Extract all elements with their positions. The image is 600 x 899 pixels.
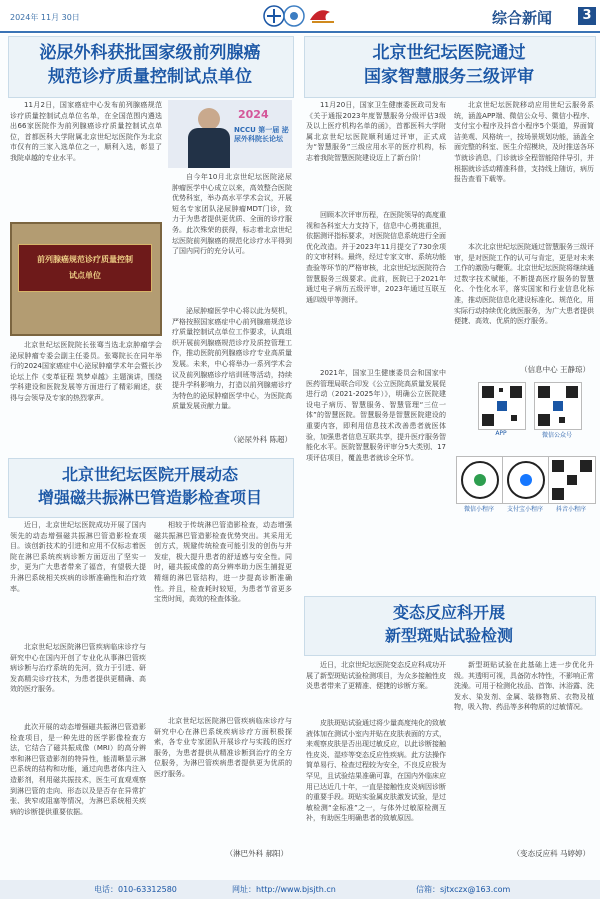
article4-author: （变态反应科 马婷婷） xyxy=(512,849,590,858)
hospital-logos xyxy=(262,4,338,28)
forum-photo xyxy=(168,100,292,168)
article4-paragraph3: 新型斑贴试验在此基础上进一步优化升级。其透明可视，具备防水特性，不影响正常洗澡。可用于检测化妆品、首饰、沐浴露、洗发水、染发剂、金属、装修物质、衣物及植物，吸入物、药品等多种物质的过敏情况。 xyxy=(454,661,594,712)
douyin-icon xyxy=(549,457,595,503)
mini-program-icon xyxy=(457,457,503,503)
article1-author: （泌尿外科 陈超） xyxy=(229,435,292,444)
article3-author: （淋巴外科 郝阳） xyxy=(225,849,288,858)
footer-phone: 电话：010-63312580 xyxy=(94,885,177,894)
article1-title-line2: 规范诊疗质量控制试点单位 xyxy=(48,67,252,87)
article3-paragraph4: 相较于传统淋巴管造影检查，动态增强磁共振淋巴管造影检查优势突出。其采用无创方式，规避传统检查可能引发的创伤与并发症，极大提升患者的舒适感与安全性。同时，磁共振成像的高分辨率助力医生捕捉更精细的淋巴管结构，进一步提高诊断准确性。并且，检查耗时较短，为患者节省更多宝贵时间，高效的检查体验。 xyxy=(154,521,292,604)
section-title: 综合新闻 xyxy=(492,9,553,27)
article1-paragraph2: 自今年10月北京世纪坛医院泌尿肿瘤医学中心成立以来，高效整合医院优势科室，举办高水平学术会议，开展短名专家团队泌尿肿瘤MDT门诊，致力于为患者提供更优质、全面的诊疗服务。此次殊荣的获得，标志着北京世纪坛医院前列腺癌的规范化诊疗水平得到了国内同行的充分认可。 xyxy=(172,173,292,256)
article2-paragraph3: 2021年，国家卫生健康委员会和国家中医药管理局联合印发《公立医院高质量发展促进行动（2021-2025年）》，明确公立医院建设电子病历、智慧服务、智慧管理“三位一体”的智慧医院。智慧服务是智慧医院建设的重要内容，即利用信息技术改善患者就医体验，加强患者信息互联共享，提升医疗服务智能化水平。医院智慧服务评审分5大类别、17项评估项目，覆盖患者就诊全环节。 xyxy=(306,369,446,462)
footer-email[interactable]: 信箱：sjtxczx@163.com xyxy=(416,885,511,894)
header-rule xyxy=(0,31,600,33)
article2-title-line2: 国家智慧服务三级评审 xyxy=(364,67,534,87)
qr-code-wechat[interactable] xyxy=(534,382,582,430)
speaker-head xyxy=(198,108,220,130)
qr-label-mini-program: 微信小程序 xyxy=(463,506,494,513)
footer-website[interactable]: 网址：http://www.bjsjth.cn xyxy=(232,885,336,894)
article2-paragraph4: 北京世纪坛医院移动应用世纪云服务系统，涵盖APP端、微信公众号、微信小程序、支付宝小程序及抖音小程序5个渠道，界面简洁美观、风格统一，按场景规划功能，涵盖全面完整的科室、医生介绍模块，及时推送各环节就诊消息，门诊就诊全程智能陪伴导引，并根据就诊活动精准科普，支持线上随访，病历报告查看下载等。 xyxy=(454,101,594,184)
speaker-body xyxy=(188,128,230,168)
article2-paragraph5: 本次北京世纪坛医院通过智慧服务三级评审，是对医院工作的认可与肯定，更是对未来工作的激励与鞭策。北京世纪坛医院将继续通过数字技术赋能，不断提高医疗服务的智慧化、个性化水平，落实国家和行业信息化标准，推动医院信息化建设标准化、规范化，用实际行动持续优化就医服务，为广大患者提供便捷、高效、优质的医疗服务。 xyxy=(454,243,594,326)
plaque-subtext: 试点单位 xyxy=(69,271,101,280)
article2-title-line1: 北京世纪坛医院通过 xyxy=(372,43,526,63)
qr-label-douyin: 抖音小程序 xyxy=(555,506,586,513)
article1-paragraph4: 泌尿肿瘤医学中心将以此为契机，严格按照国家癌症中心前列腺癌规范诊疗质量控制试点单位工作要求，认真组织开展前列腺癌规范诊疗及质控管理工作，推动医院前列腺癌诊疗专业高质量发展。未来，中心将举办一系列学术会议及前列腺癌诊疗培训班等活动，持续提升学科影响力，打造以前列腺癌诊疗为特色的泌尿肿瘤医学中心，为医院高质量发展贡献力量。 xyxy=(172,307,292,411)
issue-date: 2024年 11月 30日 xyxy=(10,13,80,22)
forum-year: 2024 xyxy=(238,108,269,121)
qr-code-app[interactable] xyxy=(478,382,526,430)
article1-paragraph1: 11月2日，国家癌症中心发布前列腺癌规范诊疗质量控制试点单位名单，在全国范围内遴选出66家医院作为前列腺癌诊疗质量控制试点单位，首都医科大学附属北京世纪坛医院作为北京市仅有的三家入选单位之一，顺利入选，彰显了我院卓越的专业水平。 xyxy=(10,101,162,162)
article3-title-line1: 北京世纪坛医院开展动态 xyxy=(61,465,238,484)
qr-pattern-icon xyxy=(535,383,581,429)
article3-title-line2: 增强磁共振淋巴管造影检查项目 xyxy=(37,488,262,507)
article4-paragraph1: 近日，北京世纪坛医院变态反应科成功开展了新型斑贴试验检测项目，为众多接触性皮炎患者带来了更精准、便捷的诊断方案。 xyxy=(306,661,446,691)
qr-code-mini-program[interactable] xyxy=(456,456,504,504)
article4-title-line1: 变态反应科开展 xyxy=(392,603,505,622)
plaque-inner xyxy=(18,244,152,292)
article4-paragraph2: 皮肤斑贴试验通过将少量高度纯化的致敏液体加在测试小室内并贴在皮肤表面的方式，来观察皮肤是否出现过敏反应，以此诊断接触性皮炎、湿疹等变态反应性疾病。此方法操作简单易行、检查过程较为安全，不良反应极为罕见，且试验结果准确可靠，在国内外临床应用已达近几十年，一直是接触性皮炎病因诊断的重要手段。斑贴实验属皮肤激发试验，是过敏检测“金标准”之一，与体外过敏原检测互补，有助医生明确患者的致敏原因。 xyxy=(306,719,446,823)
qr-code-group xyxy=(454,378,594,550)
qr-code-douyin[interactable] xyxy=(548,456,596,504)
article1-paragraph3: 北京世纪坛医院院长张骞当选北京肿瘤学会泌尿肿瘤专委会副主任委员。张骞院长在同年举行的2024国家癌症中心泌尿肿瘤学术年会暨长沙论坛上作《变革征程 筑梦卓越》主题演讲，围绕学科建设和医院发展等方面进行了精彩阐述，获得与会领导及专家的热烈掌声。 xyxy=(10,341,162,402)
qr-label-app: APP xyxy=(495,430,507,437)
article4-title-line2: 新型斑贴试验检测 xyxy=(384,626,513,645)
qr-pattern-icon xyxy=(479,383,525,429)
alipay-icon xyxy=(503,457,549,503)
article3-paragraph5: 北京世纪坛医院淋巴管疾病临床诊疗与研究中心在淋巴系统疾病诊疗方面积极探索，各专业专家团队开展诊疗与实践的医疗服务，为患者提供从精准诊断到治疗的全方位服务，为淋巴管疾病患者提供更为优质的医疗服务。 xyxy=(154,717,292,778)
qr-code-alipay[interactable] xyxy=(502,456,550,504)
article2-paragraph2: 回顾本次评审历程，在医院领导的高度重视和各科室大力支持下，信息中心勇挑重担，依据测评指标要求，对医院信息系统进行全面优化改造。并于2023年11月提交了730余项的文审材料。最终，经过专家文审、系统功能查验等环节的严格审核，北京世纪坛医院符合智慧服务三级要求。此前，医院已于2021年通过电子病历五级评审，2023年通过互联互通四级甲等测评。 xyxy=(306,211,446,304)
certificate-plaque xyxy=(10,222,162,336)
article3-paragraph1: 近日，北京世纪坛医院成功开展了国内领先的动态增强磁共振淋巴管造影检查项目。该创新技术的引进和应用不仅标志着医院在淋巴系统疾病诊断方面迈出了坚实一步，更为广大患者带来了福音，有望极大提升淋巴系统相关疾病的诊断准确性和治疗效率。 xyxy=(10,521,146,593)
article3-paragraph2: 北京世纪坛医院淋巴管疾病临床诊疗与研究中心在国内开创了专业化从事淋巴管疾病诊断与治疗系统的先河，致力于引进、研发高精尖诊疗技术，为患者提供更精确、高效的医疗服务。 xyxy=(10,643,146,694)
article2-author: （信息中心 王静琼） xyxy=(520,365,590,374)
page-number: 3 xyxy=(578,7,596,25)
plaque-text: 前列腺癌规范诊疗质量控制 xyxy=(37,255,133,264)
qr-label-wechat: 微信公众号 xyxy=(541,432,572,439)
forum-banner-text: NCCU 第一届 泌尿外科院长论坛 xyxy=(234,126,289,143)
qr-label-alipay: 支付宝小程序 xyxy=(506,506,543,513)
article2-paragraph1: 11月20日，国家卫生健康委医政司发布《关于通报2023年度智慧服务分级评估3级及以上医疗机构名单的函》，首都医科大学附属北京世纪坛医院顺利通过评审，正式成为“智慧服务”三级应用水平的医疗机构，标志着我院智慧医院建设迈上了新台阶！ xyxy=(306,101,446,162)
article3-paragraph3: 此次开展的动态增强磁共振淋巴管造影检查项目，是一种先进的医学影像检查方法，它结合了磁共振成像（MRI）的高分辨率和淋巴管造影剂的特异性，能清晰显示淋巴系统的结构和功能，通过向患者体内注入造影剂，利用磁共振技术，医生可直观观察到淋巴管的走向、形态以及是否存在异常扩张、狭窄或阻塞等情况，为淋巴系统相关疾病的诊断提供重要依据。 xyxy=(10,723,146,816)
article1-title-line1: 泌尿外科获批国家级前列腺癌 xyxy=(39,43,261,63)
